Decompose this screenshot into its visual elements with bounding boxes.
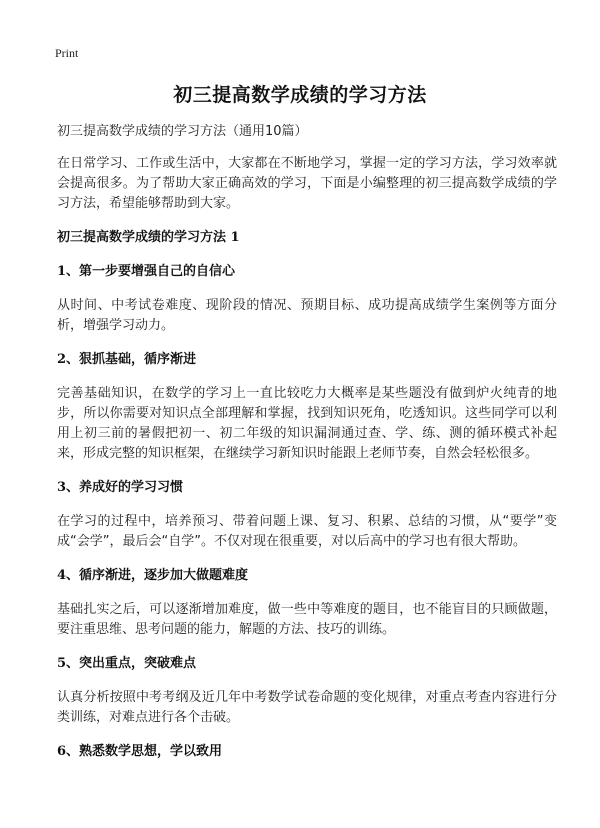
section-heading-4: 4、循序渐进，逐步加大做题难度 [57,568,249,583]
section-heading-6: 6、熟悉数学思想，学以致用 [57,744,223,759]
section-body-3: 在学习的过程中，培养预习、带着问题上课、复习、积累、总结的习惯，从“要学”变成“会学”，最后会“自学”。不仅对现在很重要，对以后高中的学习也有很大帮助。 [57,514,557,549]
article-body [57,122,557,776]
section-title: 初三提高数学成绩的学习方法 1 [57,230,240,245]
section-body-1: 从时间、中考试卷难度、现阶段的情况、预期目标、成功提高成绩学生案例等方面分析，增强学习动力。 [57,298,557,333]
print-link[interactable]: Print [55,46,79,60]
section-body-2: 完善基础知识，在数学的学习上一直比较吃力大概率是某些题没有做到炉火纯青的地步，所以你需要对知识点全部理解和掌握，找到知识死角，吃透知识。这些同学可以利用上初三前的暑假把初一、初二年级的知识漏洞通过查、学、练、测的循环模式补起来，形成完整的知识框架，在继续学习新知识时能跟上老师节奏，自然会轻松很多。 [57,386,557,461]
article-subtitle: 初三提高数学成绩的学习方法（通用10篇） [57,124,308,139]
intro-paragraph: 在日常学习、工作或生活中，大家都在不断地学习，掌握一定的学习方法，学习效率就会提高很多。为了帮助大家正确高效的学习，下面是小编整理的初三提高数学成绩的学习方法，希望能够帮助到大家。 [57,156,557,211]
section-heading-2: 2、狠抓基础，循序渐进 [57,352,197,367]
section-heading-3: 3、养成好的学习习惯 [57,480,184,495]
section-heading-1: 1、第一步要增强自己的自信心 [57,264,236,279]
section-body-5: 认真分析按照中考考纲及近几年中考数学试卷命题的变化规律，对重点考查内容进行分类训练，对难点进行各个击破。 [57,690,557,725]
section-heading-5: 5、突出重点，突破难点 [57,656,197,671]
section-body-4: 基础扎实之后，可以逐渐增加难度，做一些中等难度的题目，也不能盲目的只顾做题，要注重思维、思考问题的能力，解题的方法、技巧的训练。 [57,602,557,637]
page-title: 初三提高数学成绩的学习方法 [173,84,427,106]
